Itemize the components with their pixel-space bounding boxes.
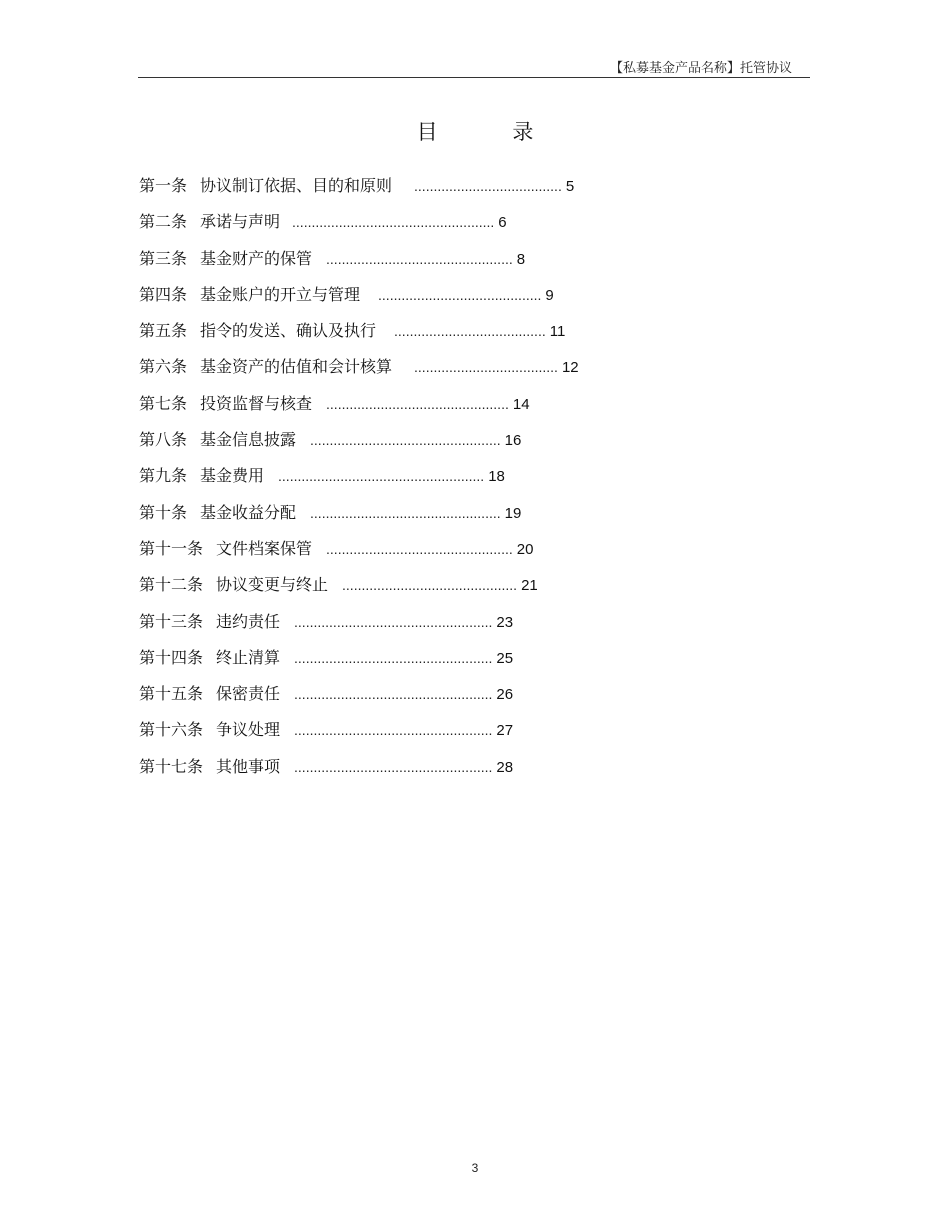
toc-entry-title: 终止清算	[216, 647, 281, 667]
toc-entry[interactable]	[139, 428, 579, 464]
toc-article-number: 第六条	[139, 357, 188, 377]
toc-entry[interactable]	[139, 210, 579, 246]
toc-entry-title: 投资监督与核查	[200, 393, 313, 413]
running-header: 【私募基金产品名称】托管协议	[609, 61, 792, 76]
toc-entry-title: 文件档案保管	[216, 538, 313, 558]
toc-entry[interactable]	[139, 755, 579, 791]
toc-page-number: 21	[521, 577, 538, 595]
toc-article-number: 第三条	[139, 248, 188, 268]
toc-entry[interactable]	[139, 682, 579, 718]
toc-leader-dots: ......................................	[414, 178, 562, 194]
toc-leader-dots: ...................................................	[294, 649, 493, 666]
toc-page-number: 6	[498, 214, 507, 232]
toc-entry[interactable]	[139, 501, 579, 537]
toc-page-number: 19	[504, 504, 522, 522]
toc-entry[interactable]	[139, 537, 579, 573]
toc-page-number: 18	[488, 468, 505, 486]
toc-entry-title: 基金资产的估值和会计核算	[200, 357, 393, 377]
toc-page-number: 16	[504, 432, 522, 450]
toc-entry-title: 承诺与声明	[200, 212, 281, 232]
toc-article-number: 第五条	[139, 321, 188, 341]
toc-entry-title: 协议变更与终止	[216, 575, 329, 595]
toc-leader-dots: ...............................................	[326, 395, 509, 412]
toc-entry-title: 基金账户的开立与管理	[200, 284, 361, 304]
toc-entry-title: 争议处理	[216, 720, 281, 740]
toc-page-number: 25	[496, 649, 514, 667]
toc-article-number: 第十七条	[139, 756, 204, 776]
toc-leader-dots: ...................................................	[294, 686, 493, 703]
toc-list	[139, 174, 579, 791]
toc-article-number: 第七条	[139, 393, 188, 413]
toc-article-number: 第四条	[139, 284, 188, 304]
toc-entry-title: 基金信息披露	[200, 430, 297, 450]
toc-page-number: 23	[496, 613, 514, 631]
toc-article-number: 第十三条	[139, 611, 204, 631]
toc-leader-dots: ...................................................	[294, 758, 493, 775]
toc-entry-title: 基金费用	[200, 466, 265, 486]
toc-page-number: 27	[496, 722, 514, 740]
toc-entry[interactable]	[139, 283, 579, 319]
toc-page-number: 26	[496, 686, 514, 704]
header-rule	[138, 77, 810, 78]
toc-page-number: 14	[512, 395, 530, 413]
toc-leader-dots: .............................................	[342, 577, 518, 594]
page-number: 3	[471, 1161, 479, 1175]
toc-entry[interactable]	[139, 247, 579, 283]
toc-article-number: 第十六条	[139, 720, 204, 740]
toc-article-number: 第十四条	[139, 647, 204, 667]
toc-leader-dots: .................................................	[310, 504, 501, 521]
toc-entry[interactable]	[139, 355, 579, 391]
toc-leader-dots: .................................................	[310, 432, 501, 449]
toc-entry-title: 违约责任	[216, 611, 281, 631]
toc-article-number: 第十条	[139, 502, 188, 522]
toc-entry[interactable]	[139, 573, 579, 609]
toc-leader-dots: ..........................................	[378, 286, 542, 303]
toc-leader-dots: .....................................................	[278, 468, 485, 485]
toc-article-number: 第十五条	[139, 684, 204, 704]
toc-title: 目 录	[416, 120, 568, 144]
toc-article-number: 第二条	[139, 212, 188, 232]
toc-entry[interactable]	[139, 464, 579, 500]
toc-entry[interactable]	[139, 319, 579, 355]
toc-leader-dots: .......................................	[394, 323, 546, 340]
toc-page-number: 5	[565, 178, 575, 195]
toc-article-number: 第九条	[139, 466, 188, 486]
toc-leader-dots: .....................................	[414, 359, 558, 376]
toc-entry[interactable]	[139, 392, 579, 428]
toc-article-number: 第一条	[139, 176, 188, 195]
toc-entry-title: 基金收益分配	[200, 502, 297, 522]
toc-page-number: 8	[516, 250, 526, 268]
toc-leader-dots: ................................................	[326, 540, 513, 557]
toc-entry-title: 保密责任	[216, 684, 281, 704]
toc-entry-title: 协议制订依据、目的和原则	[200, 176, 393, 195]
toc-page-number: 28	[496, 758, 514, 776]
toc-entry-title: 基金财产的保管	[200, 248, 313, 268]
toc-entry[interactable]	[139, 718, 579, 754]
toc-leader-dots: ....................................................	[292, 214, 495, 231]
toc-article-number: 第十一条	[139, 538, 204, 558]
toc-entry[interactable]	[139, 610, 579, 646]
toc-entry-title: 指令的发送、确认及执行	[200, 321, 377, 341]
toc-page-number: 20	[516, 540, 534, 558]
toc-entry[interactable]	[139, 646, 579, 682]
toc-article-number: 第八条	[139, 430, 188, 450]
toc-entry[interactable]	[139, 174, 579, 210]
toc-article-number: 第十二条	[139, 575, 204, 595]
toc-page-number: 9	[545, 286, 554, 304]
toc-leader-dots: ................................................	[326, 250, 513, 267]
toc-page-number: 12	[561, 359, 579, 377]
toc-leader-dots: ...................................................	[294, 613, 493, 630]
toc-page-number: 11	[549, 323, 566, 341]
toc-entry-title: 其他事项	[216, 756, 281, 776]
toc-leader-dots: ...................................................	[294, 722, 493, 739]
